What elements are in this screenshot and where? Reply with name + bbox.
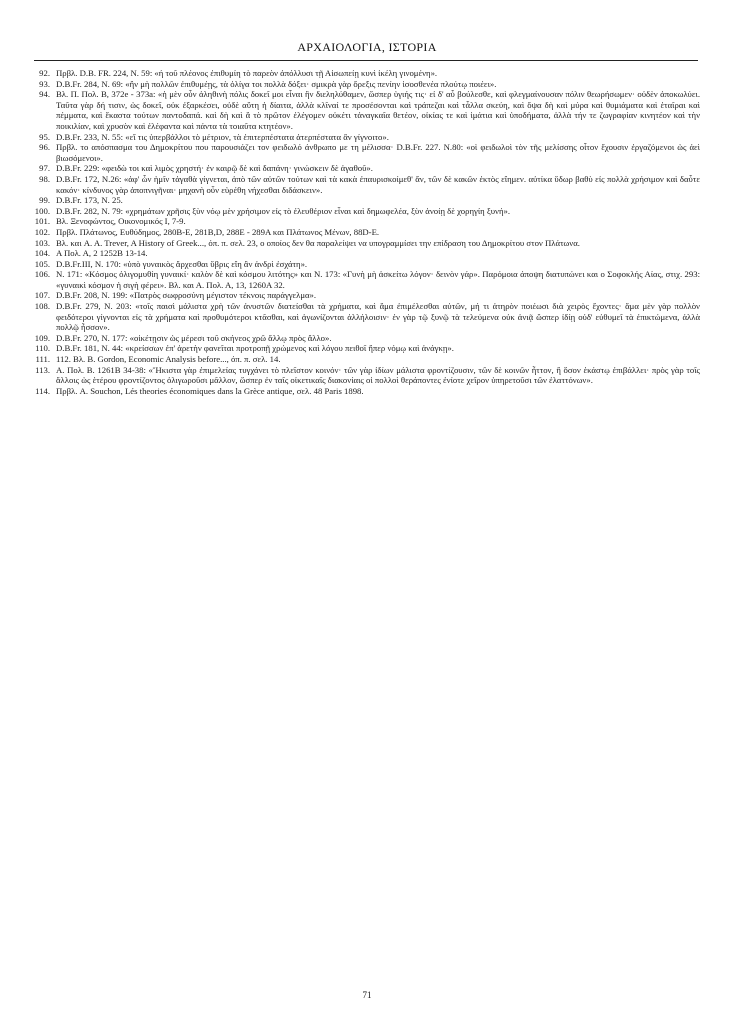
footnote-number: 103. <box>34 237 50 248</box>
footnote-text: Βλ. Π. Πολ. Β, 372e - 373a: «ἡ μὲν οὖν ἀληθινὴ πόλις δοκεῖ μοι εἶναι ἣν διεληλύθαμεν, ὥσπερ ὑγιής τις· εἰ δ' αὖ βούλεσθε, καὶ φλεγμαίνουσαν πόλιν θεωρήσωμεν· οὐδὲν ἀποκωλύει. Ταῦτα γὰρ δή τισιν, ὡς δοκεῖ, οὐκ ἐξαρκέσει, οὐδὲ αὕτη ἡ δίαιτα, ἀλλὰ κλῖναί τε προσέσονται καὶ τράπεζαι καὶ τἆλλα σκεύη, καὶ ὄψα δὴ καὶ μύρα καὶ θυμιάματα καὶ ἑταῖραι καὶ πέμματα, καὶ ἕκαστα τούτων παντοδαπά. καὶ δὴ καὶ ἃ τὸ πρῶτον ἐλέγομεν οὐκέτι τἀναγκαῖα θετέον, οἰκίας τε καὶ ἱμάτια καὶ ὑποδήματα, ἀλλὰ τήν τε ζωγραφίαν κινητέον καὶ τὴν ποικιλίαν, καὶ χρυσὸν καὶ ἐλέφαντα καὶ πάντα τὰ τοιαῦτα κτητέον». <box>56 89 700 131</box>
footnote-text: D.B.Fr. 172, N.26: «ἀφ' ὧν ἡμῖν τἀγαθὰ γίγνεται, ἀπὸ τῶν αὐτῶν τούτων καὶ τὰ κακὰ ἐπαυρισκοίμεθ' ἄν, τῶν δὲ κακῶν ἐκτὸς εἴημεν. αὐτίκα ὕδωρ βαθὺ εἰς πολλὰ χρήσιμον καὶ δαὖτε κακόν· κίνδυνος γὰρ ἀποπνιγῆναι· μηχανὴ οὖν εὑρέθη νήχεσθαι διδάσκειν». <box>56 173 700 195</box>
footnote-number: 113. <box>35 364 50 375</box>
footnote-number: 104. <box>34 248 50 259</box>
footnote-text: D.B.Fr. 279, N. 203: «τοῖς παισὶ μάλιστα χρὴ τῶν ἀνυστῶν διατείσθαι τὰ χρήματα, καὶ ἅμα ἐπιμέλεσθαι αὐτῶν, μή τι ἀτηρὸν ποιέωσι διὰ χειρὸς ἔχοντες· ἅμα μὲν γὰρ πολλὸν φειδότεροι γίγνονται εἰς τὰ χρήματα καὶ προθυμότεροι κτᾶσθαι, καὶ ἀγωνίζονται ἀλλήλοισιν· ἐν γὰρ τῷ ξυνῷ τὰ τελεύμενα οὐκ ἀνιᾷ ὥσπερ ἰδίῃ οὐδ' εὐθυμεῖ τὰ ἐπικτώμενα, ἀλλὰ πολλῷ ἧσσον». <box>56 301 700 333</box>
footnote <box>34 174 700 195</box>
footnote <box>34 79 700 90</box>
footnote <box>34 195 700 206</box>
footnote <box>34 89 700 131</box>
footnote-text: Α Πολ. Α, 2 1252Β 13-14. <box>56 248 148 259</box>
footnote <box>34 365 700 386</box>
footnote-text: D.B.Fr. 284, N. 69: «ἢν μὴ πολλῶν ἐπιθυμέῃς, τὰ ὀλίγα τοι πολλὰ δόξει· σμικρὰ γὰρ ὄρεξις πενίην ἰσοσθενέα πλούτῳ ποιέει». <box>56 78 497 89</box>
footnote <box>34 238 700 249</box>
footnote-text: Α. Πολ. Β. 1261Β 34-38: «Ἥκιστα γὰρ ἐπιμελείας τυγχάνει τὸ πλεῖστον κοινόν· τῶν γὰρ ἰδίων μάλιστα φροντίζουσιν, τῶν δὲ κοινῶν ἧττον, ἢ ὅσον ἑκάστῳ ἐπιβάλλει· πρὸς γὰρ τοῖς ἄλλοις ὡς ἑτέρου φροντίζοντος ὀλιγωροῦσι μᾶλλον, ὥσπερ ἐν ταῖς οἰκετικαῖς διακονίαις οἱ πολλοὶ θεράποντες ἐνίοτε χεῖρον ὑπηρετοῦσι τῶν ἐλαττόνων». <box>56 364 700 386</box>
footnote-text: N. 171: «Κόσμος ὀλιγομυθίη γυναικί· καλὸν δὲ καὶ κόσμου λιτότης» και N. 173: «Γυνὴ μὴ ἀσκείτω λόγον· δεινὸν γάρ». Παρόμοια άποψη διατυπώνει και ο Σοφοκλής Αίας, στιχ. 293: «γυναικὶ κόσμον ἡ σιγὴ φέρει». Βλ. και Α. Πολ. Α, 13, 1260Α 32. <box>56 269 700 290</box>
footnote <box>34 132 700 143</box>
footnote <box>34 206 700 217</box>
footnote-number: 96. <box>39 142 50 153</box>
footnote-number: 105. <box>34 258 50 269</box>
footnote-text: Πρβλ. A. Souchon, Lés theories économiques dans la Grèce antique, σελ. 48 Paris 1898. <box>56 385 364 396</box>
footnote-text: Πρβλ. το απόσπασμα του Δημοκρίτου που παρουσιάζει τον φειδωλό άνθρωπο με τη μέλισσα· D.B.Fr. 227. N.80: «οἱ φειδωλοὶ τὸν τῆς μελίσσης οἶτον ἔχουσιν ἐργαζόμενοι ὡς ἀεὶ βιωσόμενοι». <box>56 142 700 163</box>
footnote-number: 101. <box>34 216 50 227</box>
footnote-number: 95. <box>39 131 50 142</box>
footnote <box>34 386 700 397</box>
footnote <box>34 301 700 333</box>
footnote <box>34 248 700 259</box>
footnote-number: 93. <box>39 78 50 89</box>
footnote-number: 108. <box>34 301 50 312</box>
footnote-number: 109. <box>34 332 50 343</box>
footnote-number: 99. <box>39 195 50 206</box>
footnote-number: 97. <box>39 163 50 174</box>
footnote <box>34 163 700 174</box>
footnote-number: 92. <box>39 68 50 78</box>
footnote-text: D.B.Fr. 233, N. 55: «εἴ τις ὑπερβάλλοι τὸ μέτριον, τὰ ἐπιτερπέστατα ἀτερπέστατα ἂν γίγνοιτο». <box>56 131 389 142</box>
footnote <box>34 269 700 290</box>
footnote <box>34 216 700 227</box>
footnote <box>34 142 700 163</box>
footnote-text: Βλ. Ξενοφώντος, Οικονομικός Ι, 7-9. <box>56 216 186 227</box>
footnote-text: D.B.Fr. 282, N. 79: «χρημάτων χρῆσις ξὺν νόῳ μὲν χρήσιμον εἰς τὸ ἐλευθέριον εἶναι καὶ δημωφελέα, ξὺν ἀνοίῃ δὲ χορηγίη ξυνή». <box>56 205 511 216</box>
footnote-text: D.B.Fr.III, N. 170: «ὑπὸ γυναικὸς ἄρχεσθαι ὕβρις εἴη ἂν ἀνδρὶ ἐσχάτη». <box>56 258 308 269</box>
footnote-number: 110. <box>35 343 50 354</box>
footnote <box>34 68 700 79</box>
footnote-number: 102. <box>34 226 50 237</box>
footnote-text: D.B.Fr. 208, N. 199: «Πατρὸς σωφροσύνη μέγιστον τέκνοις παράγγελμα». <box>56 290 317 301</box>
footnote-number: 114. <box>35 385 50 396</box>
footnote <box>34 343 700 354</box>
footnote-text: D.B.Fr. 181, N. 44: «κρείσσων ἐπ' ἀρετὴν φανεῖται προτροπῇ χρώμενος καὶ λόγου πειθοῖ ἤπερ νόμῳ καὶ ἀνάγκῃ». <box>56 343 454 354</box>
footnote-text: 112. Βλ. B. Gordon, Economic Analysis before..., όπ. π. σελ. 14. <box>56 354 281 365</box>
header-rule <box>34 60 698 61</box>
footnote-number: 94. <box>39 89 50 100</box>
footnote <box>34 290 700 301</box>
footnote-number: 100. <box>34 205 50 216</box>
footnote-text: Πρβλ. Πλάτωνος, Ευθύδημος, 280Β-Ε, 281Β,D, 288Ε - 289Α και Πλάτωνος Μένων, 88D-Ε. <box>56 226 380 237</box>
footnote <box>34 259 700 270</box>
footnote-text: D.B.Fr. 270, N. 177: «οἰκέτῃσιν ὡς μέρεσι τοῦ σκήνεος χρῶ ἄλλῳ πρὸς ἄλλο». <box>56 332 332 343</box>
footnotes-list <box>34 68 700 396</box>
footnote <box>34 227 700 238</box>
footnote-number: 107. <box>34 290 50 301</box>
footnote-text: Πρβλ. D.B. FR. 224, N. 59: «ή τοῦ πλέονος ἐπιθυμίη τὸ παρεὸν ἀπόλλυσι τῇ Αἰσωπείῃ κυνὶ ἰκέλη γινομένη». <box>56 68 438 78</box>
footnote <box>34 333 700 344</box>
footnote <box>34 354 700 365</box>
footnote-number: 111. <box>35 354 50 365</box>
footnote-text: Βλ. και A. A. Trever, A History of Greek..., όπ. π. σελ. 23, ο οποίος δεν θα παραλείψει να υπογραμμίσει την επίδραση του Δημοκρίτου στον Πλάτωνα. <box>56 237 580 248</box>
footnote-text: D.B.Fr. 229: «φειδὼ τοι καὶ λιμὸς χρηστή· ἐν καιρῷ δὲ καὶ δαπάνη· γινώσκειν δὲ ἀγαθοῦ». <box>56 163 373 174</box>
page-number: 71 <box>362 990 372 1000</box>
footnote-text: D.B.Fr. 173, N. 25. <box>56 195 123 206</box>
footnote-number: 106. <box>34 269 50 280</box>
running-header: ΑΡΧΑΙΟΛΟΓΙΑ, ΙΣΤΟΡΙΑ <box>297 40 437 54</box>
footnote-number: 98. <box>39 173 50 184</box>
